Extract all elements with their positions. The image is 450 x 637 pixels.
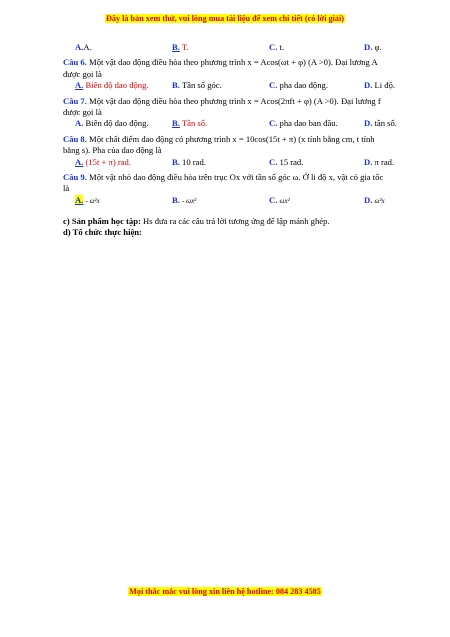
question-text: Câu 6. Một vật dao động điều hòa theo phương trình x = Acos(ωt + φ) (A >0). Đại lương A được gọi là (63, 57, 378, 79)
option-b: B. Tần số góc. (172, 80, 222, 91)
option-d: D. ω²x (364, 194, 385, 205)
first-options-row (63, 42, 385, 53)
option-c: C. pha dao động. (269, 80, 328, 91)
question-6 (63, 57, 396, 91)
options-row (63, 80, 396, 91)
question-text: Câu 9. Một vật nhỏ dao động điều hòa trên trục Ox với tần số góc ω. Ở li độ x, vật có gia tốc là (63, 172, 384, 194)
section-d-organization: d) Tổ chức thực hiện: (63, 227, 142, 238)
question-9 (63, 172, 385, 210)
options-row (63, 195, 385, 210)
header-banner: Đây là bản xem thử, vui lòng mua tài liệu để xem chi tiết (có lời giải) (105, 14, 344, 23)
option-c: C. t. (269, 42, 285, 52)
option-d: D. Li độ. (364, 80, 396, 91)
options-row (63, 156, 395, 168)
options-row (63, 118, 397, 129)
option-b: B. - ωx² (172, 194, 197, 205)
option-d: D. tần số. (364, 118, 397, 129)
option-b-answer: B. Tần số. (172, 118, 208, 129)
option-a-answer: A. Biên độ dao động. (75, 80, 149, 91)
document-content (63, 42, 397, 239)
footer-banner: Mọi thắc mắc vui lòng xin liên hệ hotline: 084 283 4585 (129, 587, 321, 596)
question-text: Câu 7. Một vật dao động điều hòa theo phương trình x = Acos(2πft + φ) (A >0). Đại lương f được gọi là (63, 95, 381, 117)
section-c-product: c) Sản phẩm học tập: Hs đưa ra các câu trả lời tương ứng để lập mảnh ghép. (63, 215, 330, 226)
question-7 (63, 95, 397, 130)
question-8 (63, 133, 395, 168)
option-a-answer: A. - ω²x (75, 194, 100, 205)
option-c: C. pha dao ban đầu. (269, 118, 338, 129)
option-a-answer: A. (15t + π) rad. (75, 156, 131, 167)
option-d: D. φ. (364, 42, 382, 52)
option-c: C. 15 rad. (269, 156, 304, 167)
option-d: D. π rad. (364, 156, 395, 167)
option-a: A. Biên độ dao động. (75, 118, 149, 129)
question-text: Câu 8. Một chất điểm dao động có phương trình x = 10cos(15t + π) (x tính bằng cm, t tính bằng s). Pha của dao động là (63, 133, 375, 156)
option-b-answer: B. T. (172, 42, 189, 52)
option-a: A.A. (75, 42, 92, 52)
option-c: C. ωx² (269, 194, 290, 205)
option-b: B. 10 rad. (172, 156, 206, 167)
